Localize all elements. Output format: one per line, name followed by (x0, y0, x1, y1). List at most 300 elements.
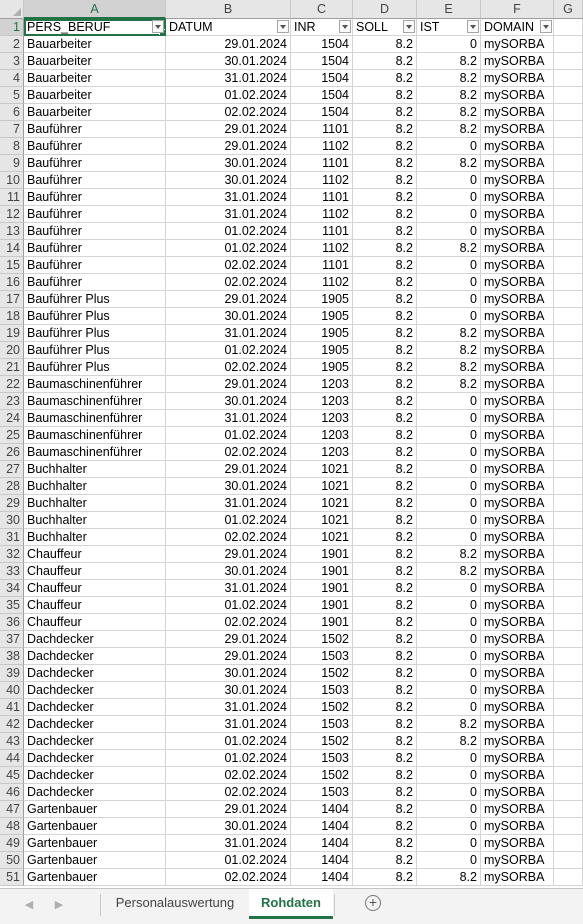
cell[interactable]: 29.01.2024 (166, 461, 291, 478)
cell[interactable]: 8.2 (353, 563, 417, 580)
cell[interactable]: 1404 (291, 869, 353, 886)
cell[interactable]: 1203 (291, 410, 353, 427)
cell[interactable]: 8.2 (353, 852, 417, 869)
cell[interactable]: 8.2 (417, 376, 481, 393)
header-cell-inr[interactable]: INR (291, 19, 353, 36)
cell[interactable]: 8.2 (417, 121, 481, 138)
cell[interactable]: mySORBA (481, 36, 554, 53)
cell[interactable]: mySORBA (481, 121, 554, 138)
row-header[interactable]: 39 (0, 665, 24, 682)
cell[interactable]: mySORBA (481, 138, 554, 155)
cell[interactable]: mySORBA (481, 291, 554, 308)
cell[interactable]: 02.02.2024 (166, 359, 291, 376)
cell[interactable]: 8.2 (353, 104, 417, 121)
cell[interactable]: mySORBA (481, 580, 554, 597)
cell[interactable]: 1901 (291, 563, 353, 580)
row-header[interactable]: 29 (0, 495, 24, 512)
cell[interactable]: 8.2 (417, 869, 481, 886)
cell[interactable]: 0 (417, 189, 481, 206)
cell[interactable]: 8.2 (417, 70, 481, 87)
cell[interactable]: mySORBA (481, 835, 554, 852)
cell[interactable]: 0 (417, 784, 481, 801)
cell[interactable]: 01.02.2024 (166, 87, 291, 104)
cell[interactable]: 0 (417, 529, 481, 546)
cell[interactable]: 1503 (291, 648, 353, 665)
row-header[interactable]: 41 (0, 699, 24, 716)
cell[interactable]: 1905 (291, 325, 353, 342)
cell[interactable]: 8.2 (353, 172, 417, 189)
cell[interactable]: 01.02.2024 (166, 852, 291, 869)
cell[interactable]: 1503 (291, 716, 353, 733)
cell[interactable]: mySORBA (481, 818, 554, 835)
tab-rohdaten[interactable]: Rohdaten (249, 889, 333, 919)
row-header[interactable]: 4 (0, 70, 24, 87)
cell[interactable] (554, 342, 583, 359)
cell[interactable]: mySORBA (481, 716, 554, 733)
row-header[interactable]: 2 (0, 36, 24, 53)
cell[interactable]: Buchhalter (24, 495, 166, 512)
cell[interactable]: 8.2 (353, 308, 417, 325)
cell[interactable]: 30.01.2024 (166, 818, 291, 835)
cell[interactable]: 8.2 (353, 648, 417, 665)
cell[interactable]: 8.2 (353, 342, 417, 359)
cell[interactable]: Bauarbeiter (24, 70, 166, 87)
cell[interactable] (554, 410, 583, 427)
header-cell-pers-beruf[interactable]: PERS_BERUF (24, 19, 166, 36)
cell[interactable]: 30.01.2024 (166, 563, 291, 580)
cell[interactable]: 29.01.2024 (166, 121, 291, 138)
header-cell-ist[interactable]: IST (417, 19, 481, 36)
cell[interactable] (554, 359, 583, 376)
row-header[interactable]: 5 (0, 87, 24, 104)
cell[interactable]: 0 (417, 512, 481, 529)
cell[interactable]: 1101 (291, 223, 353, 240)
add-sheet-icon[interactable]: + (365, 895, 381, 911)
cell[interactable] (554, 716, 583, 733)
cell[interactable]: 29.01.2024 (166, 36, 291, 53)
cell[interactable]: 1502 (291, 767, 353, 784)
cell[interactable]: 8.2 (353, 138, 417, 155)
cell[interactable]: 1905 (291, 291, 353, 308)
filter-dropdown-icon[interactable] (152, 20, 164, 33)
row-header[interactable]: 7 (0, 121, 24, 138)
scroll-tabs-left-icon[interactable]: ◀ (24, 899, 34, 911)
cell[interactable] (554, 835, 583, 852)
column-header-a[interactable]: A (24, 0, 166, 19)
cell[interactable] (554, 869, 583, 886)
cell[interactable]: Dachdecker (24, 733, 166, 750)
cell[interactable]: 1102 (291, 206, 353, 223)
cell[interactable]: Baumaschinenführer (24, 376, 166, 393)
cell[interactable] (554, 767, 583, 784)
row-header[interactable]: 20 (0, 342, 24, 359)
tab-personalauswertung[interactable]: Personalauswertung (115, 895, 235, 910)
cell[interactable]: 0 (417, 580, 481, 597)
cell[interactable]: 8.2 (417, 546, 481, 563)
cell[interactable]: Dachdecker (24, 665, 166, 682)
cell[interactable]: 8.2 (353, 223, 417, 240)
cell[interactable]: mySORBA (481, 750, 554, 767)
cell[interactable]: 31.01.2024 (166, 835, 291, 852)
cell[interactable]: Chauffeur (24, 546, 166, 563)
cell[interactable]: mySORBA (481, 682, 554, 699)
cell[interactable]: 1021 (291, 529, 353, 546)
cell[interactable]: 0 (417, 818, 481, 835)
cell[interactable]: Bauarbeiter (24, 53, 166, 70)
cell[interactable]: Baumaschinenführer (24, 427, 166, 444)
cell[interactable]: 1504 (291, 104, 353, 121)
cell[interactable]: Chauffeur (24, 580, 166, 597)
cell[interactable] (554, 563, 583, 580)
cell[interactable] (554, 427, 583, 444)
cell[interactable]: 01.02.2024 (166, 240, 291, 257)
cell[interactable]: Bauführer (24, 121, 166, 138)
cell[interactable]: 8.2 (353, 597, 417, 614)
filter-dropdown-icon[interactable] (277, 20, 289, 33)
cell[interactable]: 0 (417, 699, 481, 716)
cell[interactable]: mySORBA (481, 376, 554, 393)
cell[interactable]: 8.2 (353, 325, 417, 342)
cell[interactable] (554, 393, 583, 410)
cell[interactable] (554, 223, 583, 240)
row-header[interactable]: 30 (0, 512, 24, 529)
cell[interactable]: Buchhalter (24, 478, 166, 495)
cell[interactable]: 8.2 (417, 53, 481, 70)
cell[interactable]: 8.2 (353, 359, 417, 376)
cell[interactable]: Dachdecker (24, 631, 166, 648)
filter-dropdown-icon[interactable] (403, 20, 415, 33)
cell[interactable]: Bauführer (24, 257, 166, 274)
cell[interactable]: 02.02.2024 (166, 767, 291, 784)
cell[interactable]: Bauführer Plus (24, 342, 166, 359)
cell[interactable]: 8.2 (353, 818, 417, 835)
cell[interactable]: 0 (417, 410, 481, 427)
cell[interactable]: 02.02.2024 (166, 869, 291, 886)
row-header[interactable]: 28 (0, 478, 24, 495)
row-header[interactable]: 13 (0, 223, 24, 240)
cell[interactable]: 1504 (291, 70, 353, 87)
cell[interactable]: 8.2 (417, 87, 481, 104)
cell[interactable]: Gartenbauer (24, 818, 166, 835)
cell[interactable]: 0 (417, 172, 481, 189)
cell[interactable]: mySORBA (481, 563, 554, 580)
cell[interactable]: Baumaschinenführer (24, 444, 166, 461)
cell[interactable]: mySORBA (481, 155, 554, 172)
row-header[interactable]: 40 (0, 682, 24, 699)
cell[interactable]: 1905 (291, 342, 353, 359)
cell[interactable]: 8.2 (353, 665, 417, 682)
cell[interactable] (554, 325, 583, 342)
cell[interactable]: mySORBA (481, 172, 554, 189)
cell[interactable]: Buchhalter (24, 461, 166, 478)
cell[interactable]: 29.01.2024 (166, 546, 291, 563)
cell[interactable]: mySORBA (481, 240, 554, 257)
cell[interactable]: Bauführer (24, 172, 166, 189)
cell[interactable]: Gartenbauer (24, 852, 166, 869)
column-header-f[interactable]: F (481, 0, 554, 19)
row-header[interactable]: 12 (0, 206, 24, 223)
cell[interactable] (554, 138, 583, 155)
cell[interactable] (554, 70, 583, 87)
cell[interactable]: 01.02.2024 (166, 597, 291, 614)
cell[interactable]: mySORBA (481, 767, 554, 784)
cell[interactable]: 0 (417, 614, 481, 631)
row-header[interactable]: 27 (0, 461, 24, 478)
cell[interactable]: 0 (417, 597, 481, 614)
cell[interactable]: Dachdecker (24, 699, 166, 716)
cell[interactable]: 1404 (291, 835, 353, 852)
cell[interactable]: 8.2 (417, 342, 481, 359)
cell[interactable]: 0 (417, 444, 481, 461)
row-header[interactable]: 47 (0, 801, 24, 818)
cell[interactable]: mySORBA (481, 393, 554, 410)
cell[interactable] (554, 257, 583, 274)
cell[interactable]: 02.02.2024 (166, 529, 291, 546)
column-header-c[interactable]: C (291, 0, 353, 19)
row-header[interactable]: 38 (0, 648, 24, 665)
cell[interactable]: 8.2 (353, 784, 417, 801)
cell[interactable]: 0 (417, 291, 481, 308)
cell[interactable] (554, 665, 583, 682)
cell[interactable]: 31.01.2024 (166, 206, 291, 223)
cell[interactable] (554, 546, 583, 563)
cell[interactable]: 0 (417, 767, 481, 784)
row-header[interactable]: 14 (0, 240, 24, 257)
row-header[interactable]: 24 (0, 410, 24, 427)
cell[interactable]: 1021 (291, 461, 353, 478)
row-header[interactable]: 42 (0, 716, 24, 733)
cell[interactable]: 29.01.2024 (166, 291, 291, 308)
cell[interactable]: Bauführer (24, 240, 166, 257)
cell[interactable]: Dachdecker (24, 648, 166, 665)
cell[interactable]: mySORBA (481, 614, 554, 631)
cell[interactable] (554, 784, 583, 801)
column-header-b[interactable]: B (166, 0, 291, 19)
cell[interactable]: 1404 (291, 801, 353, 818)
cell[interactable]: mySORBA (481, 87, 554, 104)
row-header[interactable]: 6 (0, 104, 24, 121)
cell[interactable]: 0 (417, 750, 481, 767)
cell[interactable]: mySORBA (481, 478, 554, 495)
cell[interactable]: 8.2 (417, 359, 481, 376)
cell[interactable]: 30.01.2024 (166, 155, 291, 172)
cell[interactable]: 8.2 (417, 733, 481, 750)
cell[interactable]: Bauführer (24, 138, 166, 155)
row-header[interactable]: 23 (0, 393, 24, 410)
cell[interactable]: 1203 (291, 427, 353, 444)
cell[interactable]: Dachdecker (24, 682, 166, 699)
cell[interactable]: 0 (417, 835, 481, 852)
cell[interactable] (554, 291, 583, 308)
cell[interactable] (554, 36, 583, 53)
cell[interactable]: 1203 (291, 376, 353, 393)
row-header[interactable]: 11 (0, 189, 24, 206)
cell[interactable]: Gartenbauer (24, 869, 166, 886)
row-header[interactable]: 37 (0, 631, 24, 648)
cell[interactable]: 0 (417, 478, 481, 495)
cell[interactable]: 1102 (291, 274, 353, 291)
cell[interactable]: Chauffeur (24, 563, 166, 580)
cell[interactable] (554, 512, 583, 529)
filter-dropdown-icon[interactable] (339, 20, 351, 33)
cell[interactable]: 02.02.2024 (166, 274, 291, 291)
cell[interactable]: 0 (417, 682, 481, 699)
row-header[interactable]: 18 (0, 308, 24, 325)
header-cell-soll[interactable]: SOLL (353, 19, 417, 36)
cell[interactable] (554, 376, 583, 393)
cell[interactable]: mySORBA (481, 461, 554, 478)
cell[interactable] (554, 206, 583, 223)
cell[interactable]: 1504 (291, 36, 353, 53)
cell[interactable]: mySORBA (481, 359, 554, 376)
cell[interactable]: 0 (417, 223, 481, 240)
cell[interactable]: 8.2 (417, 104, 481, 121)
cell[interactable] (554, 53, 583, 70)
cell[interactable] (554, 104, 583, 121)
cell[interactable]: Bauführer (24, 223, 166, 240)
cell[interactable]: 30.01.2024 (166, 478, 291, 495)
scroll-tabs-right-icon[interactable]: ▶ (54, 899, 64, 911)
cell[interactable]: Chauffeur (24, 597, 166, 614)
cell[interactable]: 0 (417, 495, 481, 512)
header-cell-domain[interactable]: DOMAIN (481, 19, 554, 36)
filter-dropdown-icon[interactable] (540, 20, 552, 33)
column-header-g[interactable]: G (554, 0, 583, 19)
cell[interactable]: 30.01.2024 (166, 53, 291, 70)
cell[interactable]: 8.2 (353, 121, 417, 138)
cell[interactable]: 29.01.2024 (166, 138, 291, 155)
cell[interactable]: 30.01.2024 (166, 393, 291, 410)
cell[interactable] (554, 478, 583, 495)
cell[interactable]: 8.2 (353, 716, 417, 733)
cell[interactable]: mySORBA (481, 410, 554, 427)
cell[interactable]: 0 (417, 801, 481, 818)
cell[interactable]: mySORBA (481, 869, 554, 886)
cell[interactable]: 8.2 (353, 291, 417, 308)
cell[interactable]: 02.02.2024 (166, 614, 291, 631)
cell[interactable] (554, 121, 583, 138)
cell[interactable]: 31.01.2024 (166, 495, 291, 512)
cell[interactable]: mySORBA (481, 699, 554, 716)
cell[interactable]: 1101 (291, 189, 353, 206)
cell[interactable] (554, 495, 583, 512)
cell[interactable]: 01.02.2024 (166, 750, 291, 767)
cell[interactable]: 02.02.2024 (166, 104, 291, 121)
cell[interactable]: 8.2 (353, 70, 417, 87)
cell[interactable]: mySORBA (481, 597, 554, 614)
cell[interactable]: 8.2 (353, 189, 417, 206)
header-cell-empty[interactable] (554, 19, 583, 36)
cell[interactable]: Bauarbeiter (24, 36, 166, 53)
cell[interactable] (554, 682, 583, 699)
cell[interactable]: Baumaschinenführer (24, 410, 166, 427)
cell[interactable]: 1021 (291, 512, 353, 529)
cell[interactable]: 8.2 (353, 87, 417, 104)
column-header-d[interactable]: D (353, 0, 417, 19)
cell[interactable]: Chauffeur (24, 614, 166, 631)
cell[interactable]: mySORBA (481, 733, 554, 750)
cell[interactable] (554, 444, 583, 461)
cell[interactable]: 8.2 (353, 733, 417, 750)
cell[interactable]: mySORBA (481, 529, 554, 546)
cell[interactable]: 1901 (291, 614, 353, 631)
cell[interactable]: 1503 (291, 784, 353, 801)
cell[interactable]: 8.2 (353, 36, 417, 53)
cell[interactable]: Baumaschinenführer (24, 393, 166, 410)
cell[interactable]: 1503 (291, 682, 353, 699)
cell[interactable]: 29.01.2024 (166, 648, 291, 665)
cell[interactable]: 0 (417, 138, 481, 155)
cell[interactable]: 1905 (291, 308, 353, 325)
cell[interactable]: mySORBA (481, 427, 554, 444)
cell[interactable]: 8.2 (417, 716, 481, 733)
cell[interactable] (554, 631, 583, 648)
row-header[interactable]: 46 (0, 784, 24, 801)
cell[interactable]: 8.2 (353, 155, 417, 172)
cell[interactable]: 8.2 (417, 563, 481, 580)
cell[interactable]: Bauführer Plus (24, 308, 166, 325)
cell[interactable]: 8.2 (353, 529, 417, 546)
cell[interactable]: 8.2 (417, 240, 481, 257)
cell[interactable] (554, 189, 583, 206)
row-header[interactable]: 9 (0, 155, 24, 172)
row-header[interactable]: 8 (0, 138, 24, 155)
row-header[interactable]: 34 (0, 580, 24, 597)
cell[interactable]: 1502 (291, 665, 353, 682)
cell[interactable]: 30.01.2024 (166, 308, 291, 325)
cell[interactable]: mySORBA (481, 70, 554, 87)
cell[interactable] (554, 733, 583, 750)
cell[interactable]: 0 (417, 427, 481, 444)
cell[interactable]: Bauführer (24, 155, 166, 172)
cell[interactable]: 01.02.2024 (166, 733, 291, 750)
row-header[interactable]: 49 (0, 835, 24, 852)
cell[interactable] (554, 699, 583, 716)
cell[interactable]: 30.01.2024 (166, 682, 291, 699)
cell[interactable]: 1905 (291, 359, 353, 376)
cell[interactable]: 29.01.2024 (166, 631, 291, 648)
cell[interactable]: 1901 (291, 580, 353, 597)
cell[interactable]: mySORBA (481, 189, 554, 206)
row-header[interactable]: 50 (0, 852, 24, 869)
cell[interactable]: 8.2 (353, 393, 417, 410)
cell[interactable]: 31.01.2024 (166, 70, 291, 87)
row-header[interactable]: 45 (0, 767, 24, 784)
cell[interactable]: mySORBA (481, 206, 554, 223)
cell[interactable]: 01.02.2024 (166, 512, 291, 529)
cell[interactable]: mySORBA (481, 801, 554, 818)
cell[interactable]: 8.2 (353, 376, 417, 393)
cell[interactable]: 1502 (291, 733, 353, 750)
cell[interactable]: 8.2 (353, 512, 417, 529)
row-header[interactable]: 17 (0, 291, 24, 308)
cell[interactable]: Gartenbauer (24, 835, 166, 852)
cell[interactable]: 01.02.2024 (166, 223, 291, 240)
cell[interactable]: 1502 (291, 699, 353, 716)
row-header[interactable]: 51 (0, 869, 24, 886)
cell[interactable]: mySORBA (481, 342, 554, 359)
cell[interactable] (554, 155, 583, 172)
row-header[interactable]: 31 (0, 529, 24, 546)
cell[interactable]: 1503 (291, 750, 353, 767)
row-header[interactable]: 15 (0, 257, 24, 274)
cell[interactable]: mySORBA (481, 444, 554, 461)
cell[interactable] (554, 172, 583, 189)
cell[interactable]: 8.2 (353, 631, 417, 648)
cell[interactable] (554, 308, 583, 325)
cell[interactable]: Bauarbeiter (24, 104, 166, 121)
cell[interactable]: Dachdecker (24, 716, 166, 733)
